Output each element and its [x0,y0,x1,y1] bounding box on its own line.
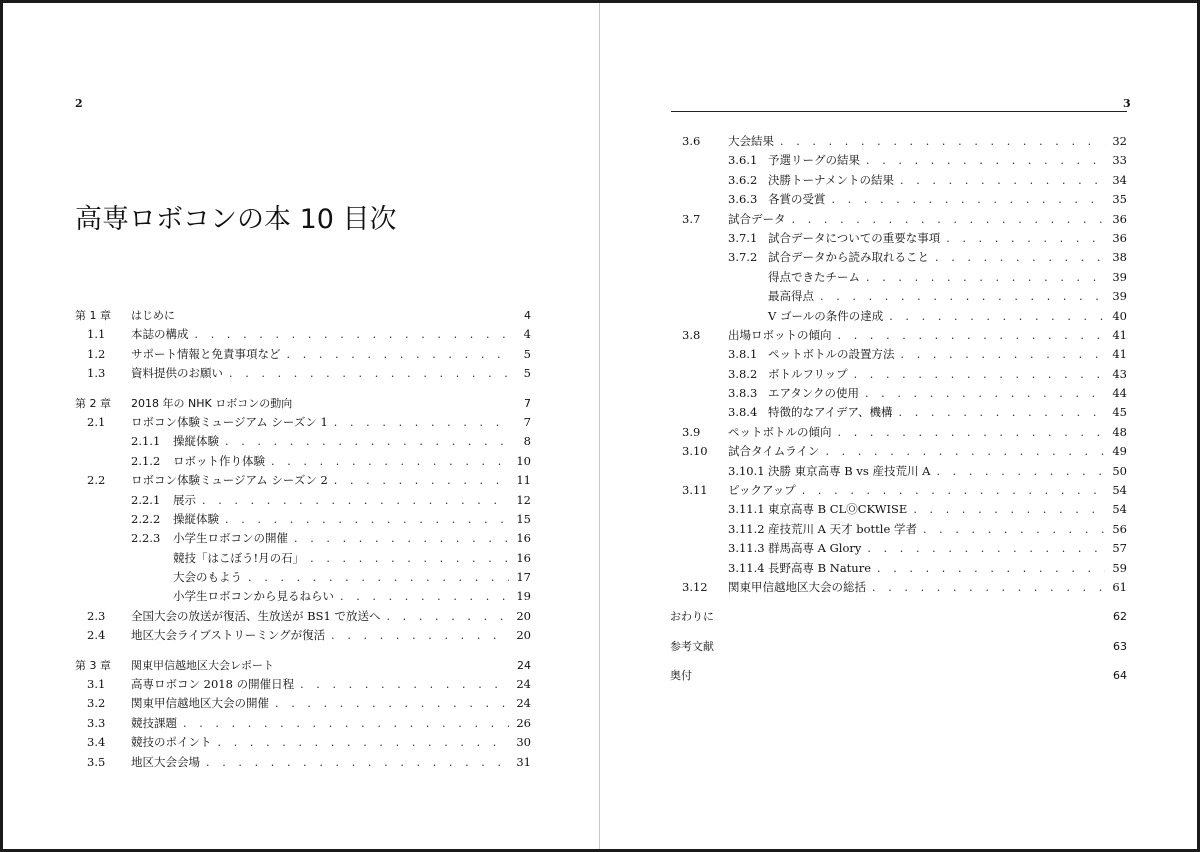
toc-entry-row[interactable] [670,423,1127,442]
toc-entry-row[interactable] [670,520,1127,539]
toc-entry-title: 出場ロボットの傾向 [728,327,832,342]
toc-chapter-row[interactable] [670,607,1127,626]
dot-leader [889,307,1105,326]
toc-entry-number: 第 1 章 [75,309,111,322]
toc-entry-row[interactable] [670,481,1127,500]
page-title: 高専ロボコンの本 10 目次 [75,204,397,235]
toc-entry-title: V ゴールの条件の達成 [768,308,884,323]
toc-entry-title: 決勝 東京高専 B vs 産技荒川 A [768,463,931,478]
toc-page-number: 61 [1112,579,1127,594]
toc-entry-title: 関東甲信越地区大会レポート [131,658,274,672]
toc-entry-title: おわりに [670,610,714,624]
toc-page-number: 62 [1113,610,1127,624]
dot-leader [901,345,1106,364]
toc-page-number: 39 [1112,269,1127,284]
toc-entry-title: 小学生ロボコンの開催 [173,531,288,546]
toc-entry-title: 決勝トーナメントの結果 [768,172,895,187]
dot-leader [310,549,509,568]
dot-leader [287,345,510,364]
toc-page-number: 4 [523,327,531,342]
toc-entry-number: 3.8.2 [728,366,758,381]
toc-page-number: 45 [1112,405,1127,420]
dot-leader [294,529,509,548]
dot-leader [183,714,509,733]
toc-entry-row[interactable] [670,151,1127,170]
toc-entry-title: 競技「はこぼう!月の石」 [173,550,305,565]
toc-page-number: 33 [1112,153,1127,168]
dot-leader [792,210,1106,229]
toc-entry-number: 3.6.3 [728,192,758,207]
toc-entry-number: 第 2 章 [75,396,111,410]
toc-entry-title: 展示 [173,492,196,507]
toc-entry-number: 3.4 [87,735,106,750]
toc-entry-title: 小学生ロボコンから見るねらい [173,589,334,604]
toc-entry-title: ロボコン体験ミュージアム シーズン 2 [131,473,328,488]
toc-entry-number: 3.8.4 [728,405,758,420]
toc-entry-number: 2.1.2 [131,453,161,468]
toc-page-number: 48 [1112,424,1127,439]
toc-entry-title: 大会結果 [728,134,774,148]
toc-entry-title: ボトルフリップ [768,366,848,381]
toc-entry-title: 試合データについての重要な事項 [768,230,941,245]
toc-left [75,306,531,772]
dot-leader [271,452,509,471]
toc-entry-number: 3.6 [682,134,701,148]
toc-entry-number: 2.2.1 [131,492,161,507]
toc-entry-title: ロボコン体験ミュージアム シーズン 1 [131,414,328,429]
toc-right [670,132,1127,686]
toc-entry-row[interactable] [670,171,1127,190]
toc-entry-row[interactable] [670,248,1127,267]
toc-page-number: 35 [1112,192,1127,207]
toc-entry-title: 試合データ [728,211,786,226]
dot-leader [300,675,509,694]
toc-page-number: 5 [523,346,531,361]
toc-page-number: 36 [1112,211,1127,226]
toc-entry-title: 本誌の構成 [131,327,189,342]
dot-leader [867,539,1105,558]
toc-page-number: 50 [1112,463,1127,478]
toc-entry-title: 大会のもよう [173,570,242,585]
toc-page-number: 31 [516,754,531,769]
dot-leader [386,607,509,626]
toc-entry-row[interactable] [670,132,1127,151]
toc-entry-row[interactable] [670,307,1127,326]
header-rule [671,111,1127,112]
toc-entry-number: 3.7.1 [728,230,758,245]
toc-entry-row[interactable] [670,229,1127,248]
toc-page-number: 41 [1112,347,1127,362]
toc-entry-row[interactable] [75,753,531,772]
toc-entry-number: 3.7.2 [728,250,758,265]
toc-entry-number: 3.6.2 [728,172,758,187]
toc-entry-number: 3.3 [87,715,106,730]
toc-entry-number: 3.7 [682,211,701,226]
toc-chapter-row[interactable] [75,306,531,325]
toc-entry-title: 予選リーグの結果 [768,153,860,168]
toc-page-number: 20 [516,628,531,643]
dot-leader [195,325,510,344]
toc-entry-title: はじめに [131,309,175,322]
toc-entry-row[interactable] [75,345,531,364]
toc-page-number: 38 [1112,250,1127,265]
dot-leader [866,151,1105,170]
toc-entry-number: 2.1 [87,414,106,429]
toc-entry-number: 2.2 [87,473,106,488]
dot-leader [877,559,1105,578]
toc-entry-title: エアタンクの使用 [768,386,859,401]
toc-page-number: 57 [1112,541,1127,556]
toc-entry-title: 試合データから読み取れること [768,250,929,265]
toc-entry-row[interactable] [670,578,1127,597]
dot-leader [838,423,1106,442]
toc-entry-title: 高専ロボコン 2018 の開催日程 [131,677,295,692]
toc-entry-row[interactable] [75,432,531,451]
dot-leader [866,268,1105,287]
dot-leader [825,442,1105,461]
toc-entry-number: 3.6.1 [728,153,758,168]
toc-entry-title: 各賞の受賞 [768,192,826,207]
toc-entry-row[interactable] [75,675,531,694]
toc-entry-row[interactable] [670,442,1127,461]
toc-entry-number: 2.2.2 [131,511,161,526]
dot-leader [935,248,1105,267]
toc-entry-row[interactable] [75,549,531,568]
toc-entry-title: 関東甲信越地区大会の開催 [131,696,269,711]
toc-entry-row[interactable] [670,539,1127,558]
toc-page-number: 7 [524,396,531,410]
toc-entry-row[interactable] [75,587,531,606]
toc-entry-row[interactable] [75,471,531,490]
toc-entry-number: 3.2 [87,696,106,711]
toc-entry-row[interactable] [670,210,1127,229]
toc-page-number: 59 [1112,560,1127,575]
toc-entry-number: 3.8.3 [728,386,758,401]
toc-entry-row[interactable] [75,714,531,733]
toc-entry-row[interactable] [75,607,531,626]
toc-page-number: 34 [1112,172,1127,187]
toc-entry-title: 東京高専 B CLⓄCKWISE [768,502,908,517]
toc-entry-number: 3.1 [87,677,106,692]
toc-entry-title: 関東甲信越地区大会の総括 [728,579,866,594]
dot-leader [899,403,1105,422]
toc-entry-number: 2.3 [87,608,106,623]
dot-leader [900,171,1105,190]
toc-chapter-row[interactable] [670,666,1127,685]
dot-leader [225,432,509,451]
toc-entry-number: 2.2.3 [131,531,161,546]
toc-entry-title: 操縦体験 [173,511,219,526]
toc-entry-number: 3.11.1 [728,502,765,517]
toc-entry-number: 3.9 [682,424,701,439]
dot-leader [923,520,1105,539]
toc-page-number: 24 [516,677,531,692]
toc-entry-row[interactable] [75,452,531,471]
toc-entry-title: 地区大会会場 [131,754,200,769]
toc-chapter-row[interactable] [670,637,1127,656]
dot-leader [913,500,1105,519]
toc-entry-title: 試合タイムライン [728,444,820,459]
dot-leader [275,694,509,713]
toc-entry-row[interactable] [75,413,531,432]
dot-leader [334,471,509,490]
toc-entry-number: 3.8 [682,327,701,342]
right-page [600,3,1197,849]
toc-entry-row[interactable] [670,500,1127,519]
toc-entry-number: 3.11.4 [728,560,765,575]
left-page-number: 2 [75,97,83,110]
toc-entry-title: 全国大会の放送が復活、生放送が BS1 で放送へ [131,608,381,623]
toc-entry-number: 2.1.1 [131,434,161,449]
toc-entry-row[interactable] [75,529,531,548]
toc-page-number: 19 [516,589,531,604]
toc-page-number: 20 [516,608,531,623]
toc-page-number: 16 [516,531,531,546]
toc-entry-title: 資料提供のお願い [131,366,223,381]
dot-leader [334,413,509,432]
toc-entry-row[interactable] [670,345,1127,364]
toc-chapter-row[interactable] [75,656,531,675]
toc-page-number: 11 [516,473,531,488]
toc-entry-title: ロボット作り体験 [173,453,265,468]
toc-entry-row[interactable] [75,626,531,645]
toc-entry-title: 参考文献 [670,639,714,653]
toc-page-number: 26 [516,715,531,730]
toc-page-number: 39 [1112,289,1127,304]
toc-page-number: 32 [1112,134,1127,148]
toc-entry-title: 競技のポイント [131,735,212,750]
toc-page-number: 10 [516,453,531,468]
toc-entry-title: 特徴的なアイデア、機構 [768,405,893,420]
toc-page-number: 54 [1112,483,1127,498]
dot-leader [832,190,1106,209]
toc-entry-row[interactable] [670,287,1127,306]
toc-entry-row[interactable] [670,384,1127,403]
toc-entry-row[interactable] [670,559,1127,578]
dot-leader [225,510,509,529]
dot-leader [854,365,1105,384]
toc-page-number: 15 [516,511,531,526]
toc-page-number: 54 [1112,502,1127,517]
toc-entry-title: 得点できたチーム [768,269,860,284]
toc-page-number: 7 [523,414,531,429]
toc-entry-title: 群馬高専 A Glory [768,541,862,556]
dot-leader [331,626,509,645]
left-page [3,3,599,849]
dot-leader [946,229,1105,248]
toc-entry-title: 地区大会ライブストリーミングが復活 [131,628,326,643]
toc-page-number: 44 [1112,386,1127,401]
toc-page-number: 63 [1113,639,1127,653]
dot-leader [802,481,1105,500]
toc-entry-number: 3.10.1 [728,463,765,478]
dot-leader [206,753,509,772]
dot-leader [872,578,1105,597]
dot-leader [218,733,510,752]
toc-entry-row[interactable] [75,733,531,752]
dot-leader [936,462,1105,481]
toc-entry-number: 3.12 [682,579,708,594]
toc-entry-row[interactable] [75,568,531,587]
right-page-number: 3 [1123,97,1131,110]
toc-entry-title: 最高得点 [768,289,814,304]
toc-page-number: 41 [1112,327,1127,342]
toc-entry-title: 操縦体験 [173,434,219,449]
dot-leader [780,132,1105,151]
toc-page-number: 17 [516,570,531,585]
toc-page-number: 30 [516,735,531,750]
toc-entry-number: 3.5 [87,754,106,769]
toc-page-number: 40 [1112,308,1127,323]
toc-entry-title: ペットボトルの設置方法 [768,347,895,362]
toc-entry-title: サポート情報と免責事項など [131,346,281,361]
toc-entry-title: 長野高専 B Nature [768,560,872,575]
dot-leader [865,384,1105,403]
toc-entry-title: 産技荒川 A 天才 bottle 学者 [768,521,917,536]
toc-page-number: 64 [1113,669,1127,683]
toc-entry-number: 1.1 [87,327,106,342]
toc-page-number: 12 [516,492,531,507]
toc-entry-number: 3.8.1 [728,347,758,362]
toc-entry-title: ピックアップ [728,483,796,498]
toc-entry-row[interactable] [75,491,531,510]
toc-entry-row[interactable] [670,365,1127,384]
dot-leader [838,326,1106,345]
toc-page-number: 24 [516,696,531,711]
toc-page-number: 4 [524,309,531,322]
toc-entry-row[interactable] [75,325,531,344]
toc-entry-row[interactable] [670,462,1127,481]
toc-entry-title: 競技課題 [131,715,177,730]
toc-page-number: 8 [523,434,531,449]
toc-entry-title: 奥付 [670,669,692,683]
toc-entry-title: ペットボトルの傾向 [728,424,832,439]
toc-entry-number: 3.11 [682,483,708,498]
toc-entry-title: 2018 年の NHK ロボコンの動向 [131,396,293,410]
toc-entry-row[interactable] [670,403,1127,422]
toc-entry-number: 1.3 [87,366,106,381]
toc-page-number: 5 [523,366,531,381]
toc-page-number: 24 [517,658,531,672]
toc-page-number: 49 [1112,444,1127,459]
toc-entry-number: 3.11.2 [728,521,765,536]
dot-leader [229,364,509,383]
toc-page-number: 43 [1112,366,1127,381]
toc-chapter-row[interactable] [75,394,531,413]
dot-leader [248,568,509,587]
toc-entry-row[interactable] [670,326,1127,345]
toc-entry-number: 3.11.3 [728,541,765,556]
toc-page-number: 16 [516,550,531,565]
toc-entry-row[interactable] [75,364,531,383]
toc-entry-number: 第 3 章 [75,658,111,672]
toc-entry-number: 1.2 [87,346,106,361]
toc-entry-row[interactable] [75,510,531,529]
toc-entry-row[interactable] [75,694,531,713]
toc-entry-row[interactable] [670,268,1127,287]
dot-leader [820,287,1105,306]
toc-entry-number: 3.10 [682,444,708,459]
toc-page-number: 56 [1112,521,1127,536]
toc-page-number: 36 [1112,230,1127,245]
dot-leader [340,587,509,606]
toc-entry-row[interactable] [670,190,1127,209]
toc-entry-number: 2.4 [87,628,106,643]
dot-leader [202,491,509,510]
